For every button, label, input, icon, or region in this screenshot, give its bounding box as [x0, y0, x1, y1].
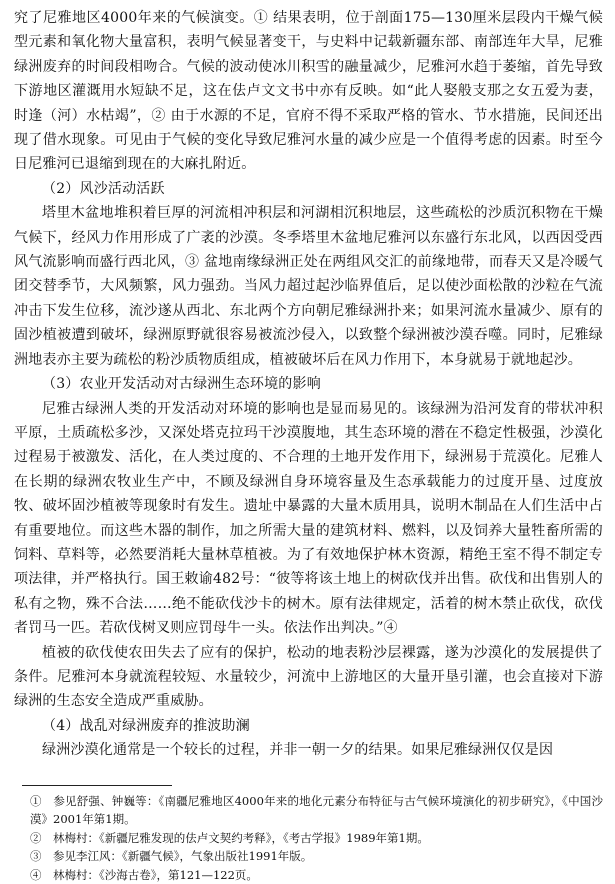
- paragraph-wind-sand: 塔里木盆地堆积着巨厚的河流相冲积层和河湖相沉积地层，这些疏松的沙质沉积物在干燥气候下，经风力作用形成了广袤的沙漠。冬季塔里木盆地尼雅河以东盛行东北风，以西因受西风气流影响而盛行西北风，③ 盆地南缘绿洲正处在两组风交汇的前缘地带，而春天又是冷暖气团交替季节，大风频繁，风力强劲。当风力超过起沙临界值后，足以使沙面松散的沙粒在气流冲击下发生位移，流沙遂从西北、东北两个方向朝尼雅绿洲扑来；如果河流水量减少、原有的固沙植被遭到破坏，绿洲原野就很容易被流沙侵入，以致整个绿洲被沙漠吞噬。同时，尼雅绿洲地表亦主要为疏松的粉沙质物质组成，植被破坏后在风力作用下，本身就易于就地起沙。: [14, 205, 603, 368]
- paragraph-war: 绿洲沙漠化通常是一个较长的过程，并非一朝一夕的结果。如果尼雅绿洲仅仅是因: [42, 742, 554, 759]
- footnote-divider: [22, 785, 172, 786]
- section-heading-war: （4）战乱对绿洲废弃的推波助澜: [42, 717, 250, 734]
- paragraph-agriculture: 尼雅古绿洲人类的开发活动对环境的影响也是显而易见的。该绿洲为沿河发育的带状冲积平原，土质疏松多沙，又深处塔克拉玛干沙漠腹地，其生态环境的潜在不稳定性极强，沙漠化过程易于被激发、活化，在人类过度的、不合理的土地开发作用下，绿洲易于荒漠化。尼雅人在长期的绿洲农牧业生产中，不顾及绿洲自身环境容量及生态承载能力的过度开垦、过度放牧、破坏固沙植被等现象时有发生。遗址中暴露的大量木质用具，说明木制品在人们生活中占有重要地位。而这些木器的制作，加之所需大量的建筑材料、燃料，以及饲养大量牲畜所需的饲料、草料等，必然要消耗大量林草植被。为了有效地保护林木资源，精绝王室不得不制定专项法律，并严格执行。国王敕谕482号：“彼等将该土地上的树砍伐并出售。砍伐和出售别人的私有之物，殊不合法……绝不能砍伐沙卡的树木。原有法律规定，活着的树木禁止砍伐，砍伐者罚马一匹。若砍伐树叉则应罚母牛一头。依法作出判决。”④: [14, 400, 603, 637]
- paragraph-climate-continued: 究了尼雅地区4000年来的气候演变。① 结果表明，位于剖面175—130厘米层段内干燥气候型元素和氧化物大量富积，表明气候显著变干，与史料中记载新疆东部、南部连年大旱，尼雅绿洲废弃的时间段相吻合。气候的波动使冰川积雪的融量减少，尼雅河水趋于萎缩，首先导致下游地区灌溉用水短缺不足，这在佉卢文文书中亦有反映。如“此人娶般支那之女五爱为妻，时逢（河）水枯竭”，② 由于水源的不足，官府不得不采取严格的管水、节水措施，民间还出现了借水现象。可见由于气候的变化导致尼雅河水量的减少应是一个值得考虑的因素。时至今日尼雅河已退缩到现在的大麻扎附近。: [14, 10, 603, 173]
- section-heading-wind-sand: （2）风沙活动活跃: [42, 180, 165, 197]
- footnote-1: ① 参见舒强、钟巍等：《南疆尼雅地区4000年来的地化元素分布特征与古气候环境演化的初步研究》，《中国沙漠》2001年第1期。: [30, 793, 603, 827]
- footnotes: [14, 792, 603, 884]
- footnote-4: ④ 林梅村：《沙海古卷》，第121—122页。: [30, 867, 258, 882]
- footnote-3: ③ 参见李江风：《新疆气候》，气象出版社1991年版。: [30, 849, 313, 864]
- body-text: [14, 6, 603, 763]
- section-heading-agriculture: （3）农业开发活动对古绿洲生态环境的影响: [42, 376, 321, 393]
- footnote-2: ② 林梅村：《新疆尼雅发现的佉卢文契约考释》，《考古学报》1989年第1期。: [30, 830, 429, 845]
- paragraph-vegetation: 植被的砍伐使农田失去了应有的保护，松动的地表粉沙层裸露，遂为沙漠化的发展提供了条件。尼雅河本身就流程较短、水量较少，河流中上游地区的大量开垦引灌，也会直接对下游绿洲的生态安全造成严重威胁。: [14, 644, 603, 710]
